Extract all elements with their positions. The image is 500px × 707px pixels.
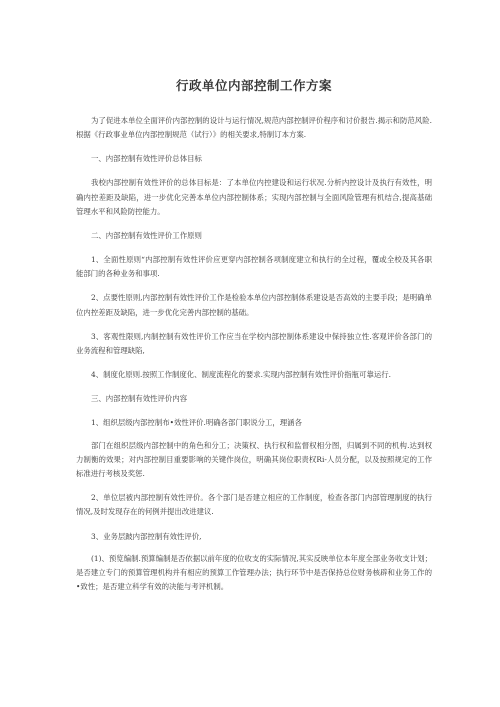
principle-comprehensive: 1、全面性原则“内部控制有效性评价应更穿内部控制各项制度建立和执行的全过程，覆或全校及其各职能部门的各种业务和事项. (76, 255, 432, 279)
content-item-1-body: 部门在组织层级内部控制中的角色和分工；决策权、执行权和监督权相分图，归属到不同的机构.达到权力制衡的效果；对内部控制目重要影响的关键作岗位，明确其岗位职责权Ri-人员分配，以及按照规定的工作标准进行考核及奖惩. (76, 440, 432, 479)
content-item-3-title: 3、业务层跛内部控制有效性评价, (91, 531, 202, 541)
principle-institutionalization: 4、制度化原则.按照工作制度化、制度流程化的要求.实现内部控制有效性评价指瓶可靠运行. (91, 370, 391, 380)
section-heading-content: 三、内部控制有效性评价内容 (91, 394, 188, 404)
intro-paragraph: 为了促进本单位全面评价内部控制的设计与运行情况,规范内部控制评价程序和讨价报告.揭示和防范风险.根据《行政事业单位内部控制规范（试行）》的相关要求,特制订本方案. (76, 116, 432, 140)
document-title: 行政单位内部控制工作方案 (175, 78, 332, 93)
content-item-1-title: 1、组织层级内部控制布•效性评价.明确各部门职说分工，理涵各 (91, 418, 302, 428)
section-heading-principles: 二、内部控制有效性评价工作原则 (91, 231, 202, 241)
content-item-2: 2、单位层被内部控制有效性评价。各个部门是否建立相应的工作制度，检查各部门内部管理制度的执行情况,及时发现存在的何例并提出改进建议. (76, 493, 432, 517)
objective-paragraph: 我校内部控制有效性评价的总体目标是：了本单位内控建设和运行状况.分析内控设计及执行有效性，明确内控差距及缺陷，进一步优化完善本单位内部控制体系；实现内部控制与全面风险管理有机结合,提高基础管理水平和风险防控能力。 (76, 178, 432, 216)
section-heading-objective: 一、内部控制有效性评价总体目标 (91, 154, 202, 164)
principle-importance: 2、点要性原则,内部控制有效性评价工作是检验本单位内部控制体系建设是否高效的主要手段；是明确单位内控差距及缺陷，进一步优化完善内部控制的基础。 (76, 293, 432, 317)
content-item-3-sub-1: (1)、预览编制.预算编制是否依据以前年度的位收支的实际情况,其实反映单位本年度全部业务收支计划；是否建立专门的预算管理机构并有相应的预算工作管理办法；执行环节中是否保持总位财务核辟和业务工作的•致性；是否建立科学有效的决能与考评机制。 (76, 553, 432, 592)
principle-objectivity: 3、客观性限则,内制控制有效性评价工作应当在学校内部控制体系建设中保持独立性.客观评价各部门的业务流程和管理缺陷, (76, 331, 432, 356)
